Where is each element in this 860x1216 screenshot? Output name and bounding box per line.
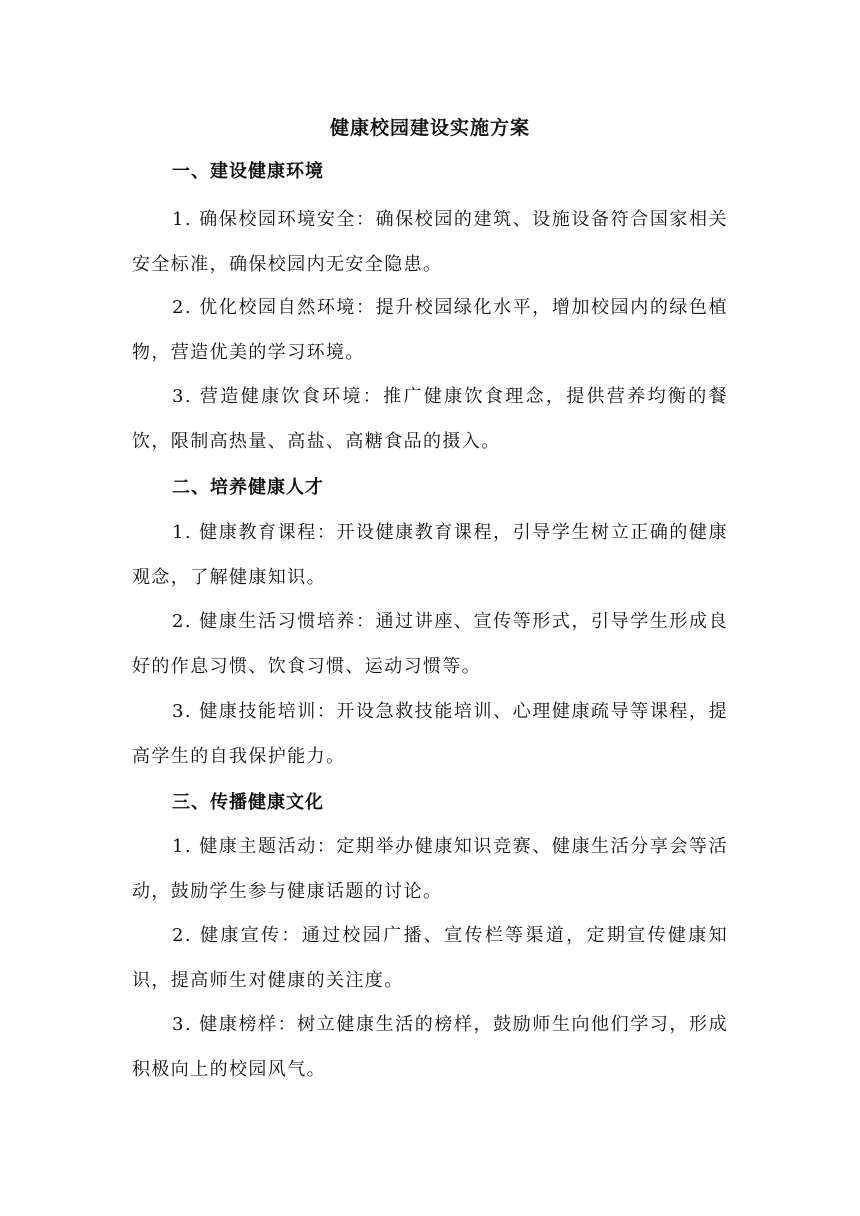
- document-title: 健康校园建设实施方案: [329, 117, 530, 139]
- paragraph-culture-1: 1. 健康主题活动：定期举办健康知识竞赛、健康生活分享会等活动，鼓励学生参与健康话题的讨论。: [132, 836, 728, 902]
- paragraph-environment-2: 2. 优化校园自然环境：提升校园绿化水平，增加校园内的绿色植物，营造优美的学习环境。: [132, 297, 728, 363]
- paragraph-culture-3: 3. 健康榜样：树立健康生活的榜样，鼓励师生向他们学习，形成积极向上的校园风气。: [132, 1014, 728, 1080]
- paragraph-environment-3: 3. 营造健康饮食环境：推广健康饮食理念，提供营养均衡的餐饮，限制高热量、高盐、高糖食品的摄入。: [132, 386, 728, 452]
- paragraph-culture-2: 2. 健康宣传：通过校园广播、宣传栏等渠道，定期宣传健康知识，提高师生对健康的关注度。: [132, 925, 728, 991]
- paragraph-talent-1: 1. 健康教育课程：开设健康教育课程，引导学生树立正确的健康观念，了解健康知识。: [132, 522, 728, 588]
- section-heading-environment: 一、建设健康环境: [172, 161, 324, 182]
- paragraph-environment-1: 1. 确保校园环境安全：确保校园的建筑、设施设备符合国家相关安全标准，确保校园内无安全隐患。: [132, 209, 728, 275]
- paragraph-talent-2: 2. 健康生活习惯培养：通过讲座、宣传等形式，引导学生形成良好的作息习惯、饮食习惯、运动习惯等。: [132, 611, 728, 677]
- paragraph-talent-3: 3. 健康技能培训：开设急救技能培训、心理健康疏导等课程，提高学生的自我保护能力。: [132, 701, 728, 767]
- section-heading-culture: 三、传播健康文化: [172, 792, 324, 813]
- section-heading-talent: 二、培养健康人才: [172, 477, 324, 498]
